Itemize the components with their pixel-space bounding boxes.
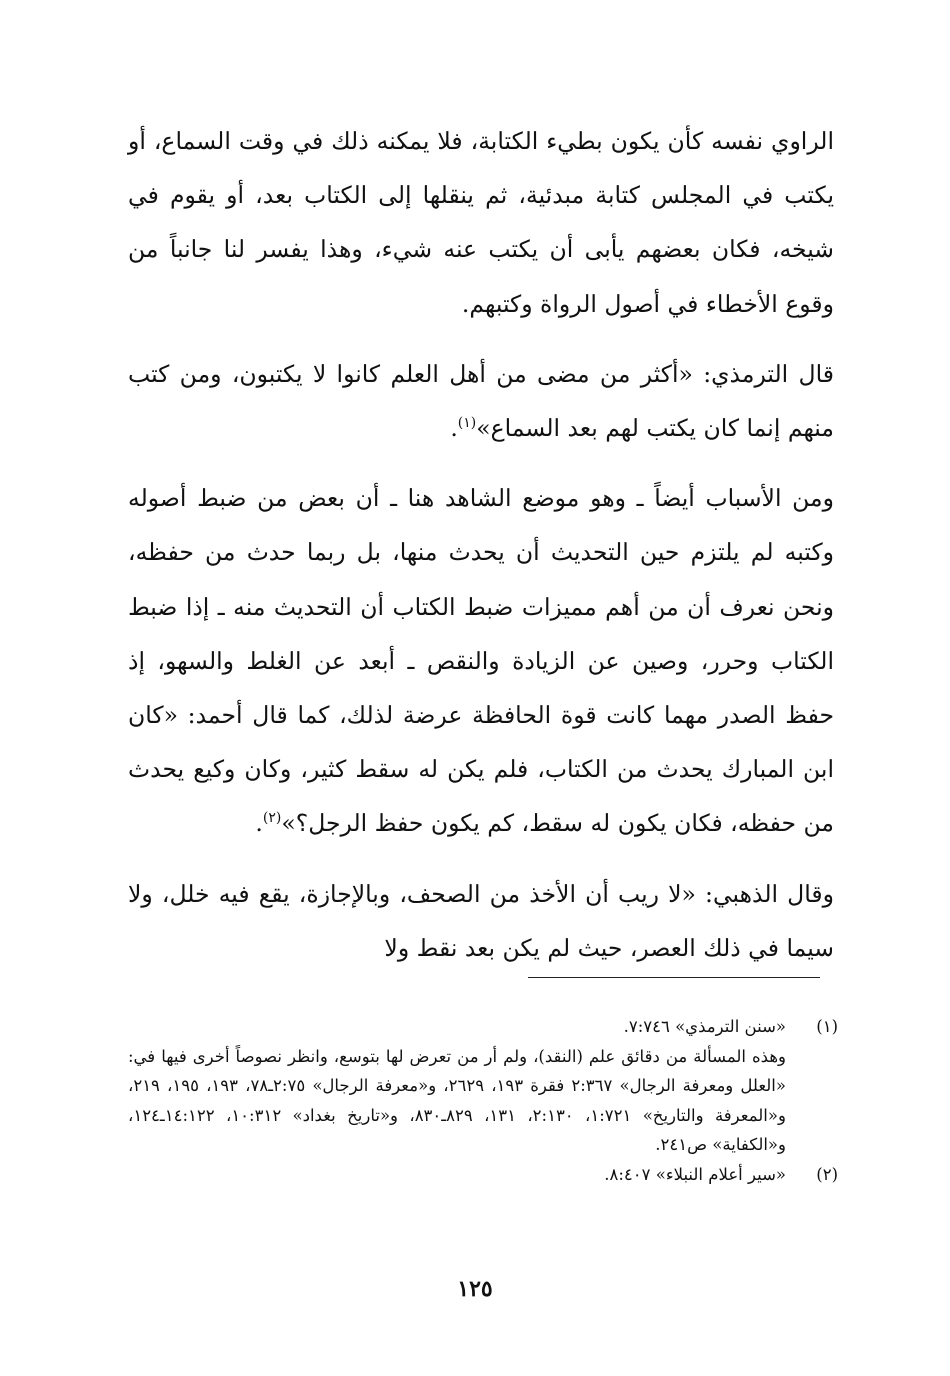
page-number: ١٢٥ <box>457 1276 493 1302</box>
footnotes <box>128 1012 838 1189</box>
footnote-1-number: (١) <box>816 1017 838 1036</box>
paragraph-2-text: قال الترمذي: «أكثر من مضى من أهل العلم كانوا لا يكتبون، ومن كتب منهم إنما كان يكتب لهم بعد السماع» <box>128 359 834 443</box>
main-text <box>128 114 834 975</box>
paragraph-3 <box>128 471 834 850</box>
footnote-1-line-2: وهذه المسألة من دقائق علم (النقد)، ولم أر من تعرض لها بتوسع، وانظر نصوصاً أخرى فيها في: «العلل ومعرفة الرجال» ٢:٣٦٧ فقرة ١٩٣، ٢٦٢٩، و«معرفة الرجال» ٢:٧٥ـ٧٨، ١٩٣، ١٩٥، ٢١٩، و«المعرفة والتاريخ» ١:٧٢١، ٢:١٣٠، ١٣١، ٨٢٩ـ٨٣٠، و«تاريخ بغداد» ١٠:٣١٢، ١٤:١٢٢ـ١٢٤، و«الكفاية» ص٢٤١. <box>128 1046 786 1154</box>
footnote-1 <box>128 1012 838 1160</box>
paragraph-2-end: . <box>450 414 458 443</box>
footnote-separator <box>528 977 820 978</box>
paragraph-3-text: ومن الأسباب أيضاً ـ وهو موضع الشاهد هنا ـ أن بعض من ضبط أصوله وكتبه لم يلتزم حين التحديث أن يحدث منها، بل ربما حدث من حفظه، ونحن نعرف أن من أهم مميزات ضبط الكتاب أن التحديث منه ـ إذا ضبط الكتاب وحرر، وصين عن الزيادة والنقص ـ أبعد عن الغلط والسهو، إذ حفظ الصدر مهما كانت قوة الحافظة عرضة لذلك، كما قال أحمد: «كان ابن المبارك يحدث من الكتاب، فلم يكن له سقط كثير، وكان وكيع يحدث من حفظه، فكان يكون له سقط، كم يكون حفظ الرجل؟» <box>128 484 834 838</box>
paragraph-2 <box>128 347 834 455</box>
footnote-1-line-1: «سنن الترمذي» ٧:٧٤٦. <box>623 1017 786 1036</box>
paragraph-3-end: . <box>255 809 263 838</box>
footnote-ref-2[interactable]: (٢) <box>262 810 282 827</box>
footnote-2 <box>128 1160 838 1190</box>
footnote-2-line-1: «سير أعلام النبلاء» ٨:٤٠٧. <box>604 1164 786 1184</box>
paragraph-4: وقال الذهبي: «لا ريب أن الأخذ من الصحف، وبالإجازة، يقع فيه خلل، ولا سيما في ذلك العصر، حيث لم يكن بعد نقط ولا <box>128 879 834 962</box>
footnote-1-body <box>128 1012 786 1160</box>
footnote-ref-1[interactable]: (١) <box>457 415 477 432</box>
paragraph-1: الراوي نفسه كأن يكون بطيء الكتابة، فلا يمكنه ذلك في وقت السماع، أو يكتب في المجلس كتابة مبدئية، ثم ينقلها إلى الكتاب بعد، أو يقوم في شيخه، فكان بعضهم يأبى أن يكتب عنه شيء، وهذا يفسر لنا جانباً من وقوع الأخطاء في أصول الرواة وكتبهم. <box>128 127 834 318</box>
footnote-2-number: (٢) <box>816 1164 838 1184</box>
footnote-2-body <box>128 1160 786 1190</box>
